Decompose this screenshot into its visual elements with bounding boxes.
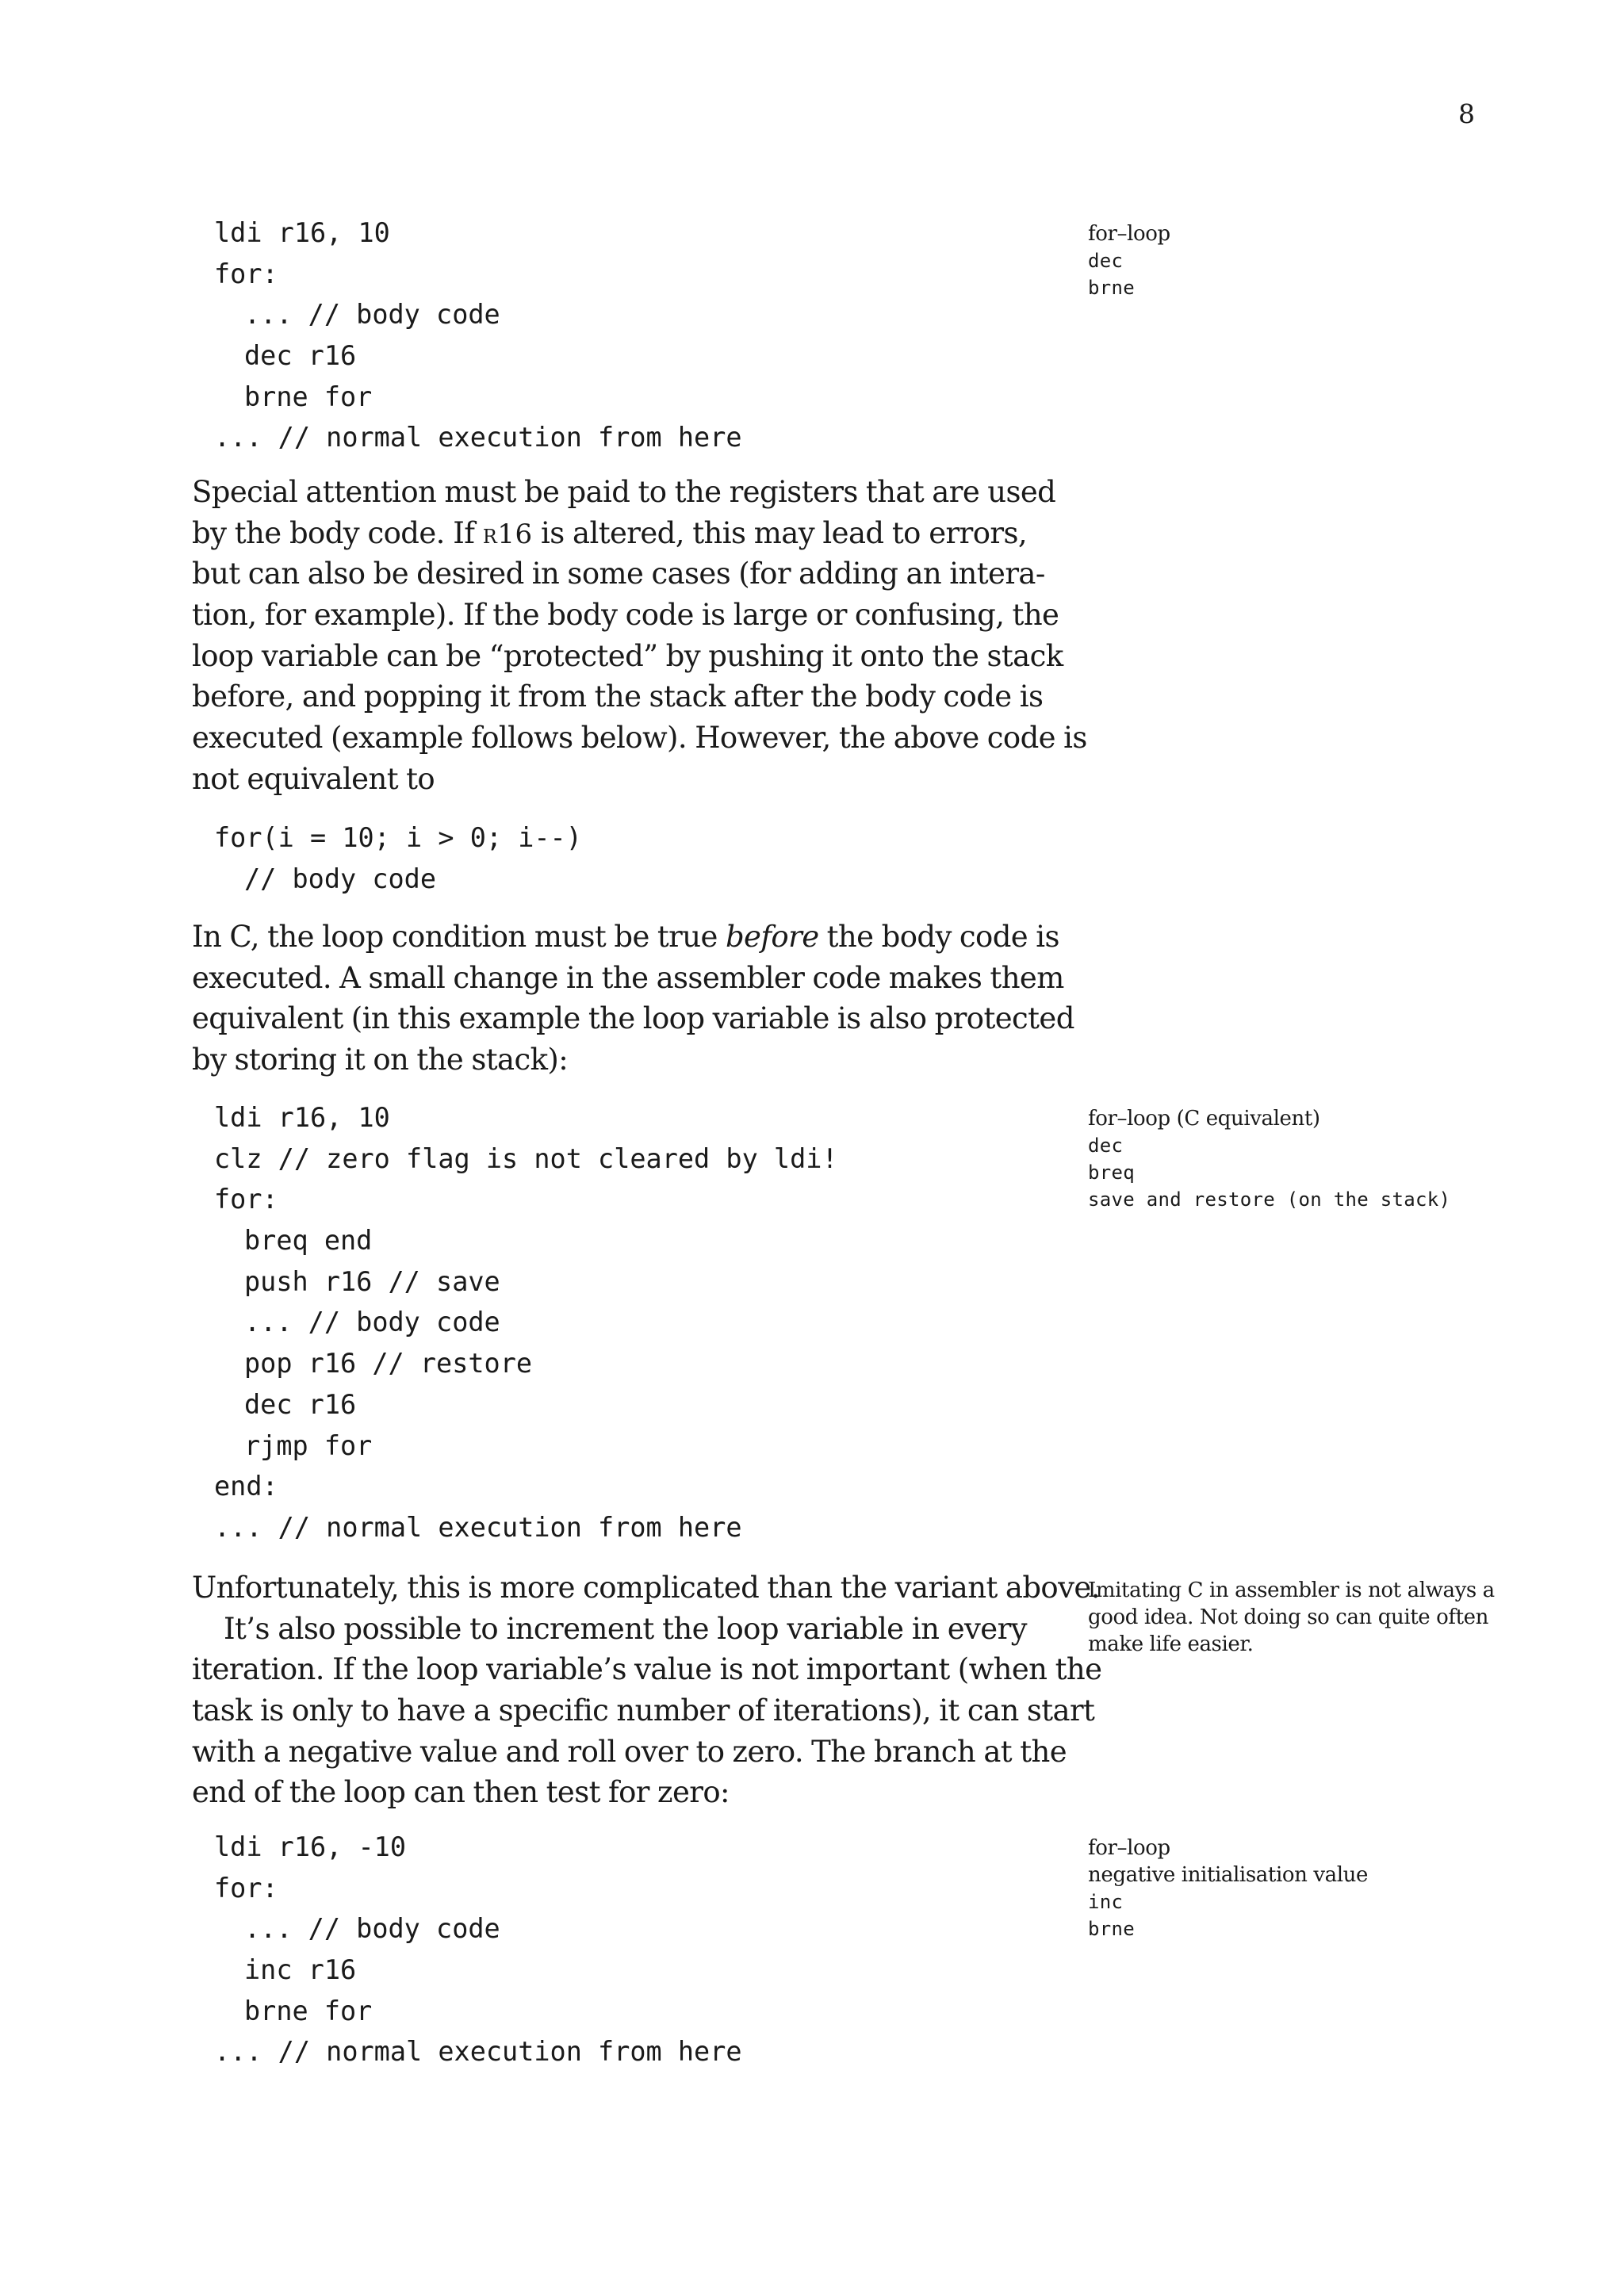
- paragraph-line: executed. A small change in the assembler code makes them: [192, 960, 1064, 995]
- code-line: breq end: [244, 1225, 373, 1257]
- code-line: ldi r16, -10: [214, 1831, 407, 1862]
- code-line: ... // normal execution from here: [214, 1511, 742, 1543]
- paragraph-line: but can also be desired in some cases (for adding an intera-: [192, 557, 1045, 591]
- code-block-for-loop: [214, 212, 742, 458]
- code-line: ... // normal execution from here: [214, 422, 742, 453]
- code-line: clz // zero flag is not cleared by ldi!: [214, 1142, 838, 1174]
- margin-note-line: Imitating C in assembler is not always a: [1088, 1578, 1495, 1602]
- margin-note-negative-init: [1088, 1835, 1484, 1942]
- code-line: inc r16: [244, 1954, 357, 1986]
- code-line: for:: [214, 1184, 278, 1215]
- paragraph-increment-variant: [192, 1567, 1102, 1813]
- margin-note-line: good idea. Not doing so can quite often: [1088, 1605, 1489, 1629]
- margin-note-line: for–loop: [1088, 222, 1170, 246]
- paragraph-line: loop variable can be “protected” by pushing it onto the stack: [192, 638, 1063, 673]
- paragraph-line: Unfortunately, this is more complicated than the variant above.: [192, 1571, 1100, 1605]
- margin-note-line: for–loop: [1088, 1836, 1170, 1860]
- code-line: dec r16: [244, 340, 357, 372]
- paragraph-line: [192, 513, 1027, 554]
- paragraph-line: tion, for example). If the body code is large or confusing, the: [192, 598, 1059, 633]
- margin-note-line: inc: [1088, 1891, 1124, 1913]
- margin-note-line: brne: [1088, 277, 1135, 299]
- code-line: ... // body code: [244, 1307, 500, 1338]
- paragraph-line: before, and popping it from the stack after the body code is: [192, 679, 1044, 714]
- text-fragment: by the body code. If: [192, 515, 483, 550]
- code-line: push r16 // save: [244, 1265, 500, 1297]
- code-line: for:: [214, 1872, 278, 1904]
- code-line: // body code: [244, 863, 437, 894]
- code-line: end:: [214, 1471, 278, 1502]
- margin-note-line: save and restore (on the stack): [1088, 1188, 1451, 1211]
- code-line: ... // body code: [244, 1913, 500, 1945]
- paragraph-register-attention: [192, 472, 1087, 800]
- margin-note-line: dec: [1088, 1135, 1124, 1157]
- paragraph-line: executed (example follows below). However, the above code is: [192, 721, 1087, 756]
- margin-note-c-equivalent: [1088, 1105, 1484, 1213]
- code-line: dec r16: [244, 1388, 357, 1420]
- register-name: r16: [482, 518, 533, 550]
- code-block-negative-init: [214, 1827, 742, 2072]
- paragraph-line: by storing it on the stack):: [192, 1043, 569, 1077]
- page-number: 8: [1458, 98, 1475, 129]
- emphasis-text: before: [725, 920, 819, 954]
- code-line: pop r16 // restore: [244, 1348, 533, 1380]
- paragraph-line: It’s also possible to increment the loop variable in every: [224, 1611, 1027, 1646]
- paragraph-line: with a negative value and roll over to zero. The branch at the: [192, 1734, 1067, 1769]
- margin-note-for-loop: [1088, 220, 1484, 301]
- code-line: ... // body code: [244, 299, 500, 331]
- code-line: brne for: [244, 381, 373, 412]
- code-line: ... // normal execution from here: [214, 2036, 742, 2068]
- margin-note-line: brne: [1088, 1918, 1135, 1940]
- paragraph-line: not equivalent to: [192, 761, 435, 796]
- code-line: for:: [214, 258, 278, 289]
- margin-note-line: negative initialisation value: [1088, 1863, 1368, 1887]
- paragraph-c-condition: [192, 916, 1074, 1081]
- paragraph-line: iteration. If the loop variable’s value is not important (when the: [192, 1652, 1102, 1687]
- margin-note-line: breq: [1088, 1161, 1135, 1184]
- code-block-c-equivalent: [214, 1097, 838, 1548]
- margin-note-line: make life easier.: [1088, 1632, 1254, 1656]
- margin-note-line: for–loop (C equivalent): [1088, 1107, 1320, 1131]
- code-line: ldi r16, 10: [214, 1102, 390, 1133]
- paragraph-line: end of the loop can then test for zero:: [192, 1775, 730, 1810]
- code-line: for(i = 10; i > 0; i--): [214, 822, 582, 853]
- text-fragment: is altered, this may lead to errors,: [532, 515, 1028, 550]
- paragraph-line: [192, 916, 1059, 958]
- text-fragment: the body code is: [818, 920, 1059, 954]
- text-fragment: In C, the loop condition must be true: [192, 920, 726, 954]
- paragraph-line: equivalent (in this example the loop variable is also protected: [192, 1001, 1074, 1036]
- code-block-c-for-loop: [214, 817, 582, 899]
- margin-note-line: dec: [1088, 250, 1124, 272]
- paragraph-line: task is only to have a specific number of iterations), it can start: [192, 1693, 1095, 1728]
- code-line: brne for: [244, 1995, 373, 2026]
- code-line: rjmp for: [244, 1429, 373, 1461]
- code-line: ldi r16, 10: [214, 217, 390, 248]
- paragraph-line: Special attention must be paid to the registers that are used: [192, 475, 1056, 509]
- margin-note-imitating-c: [1088, 1577, 1495, 1658]
